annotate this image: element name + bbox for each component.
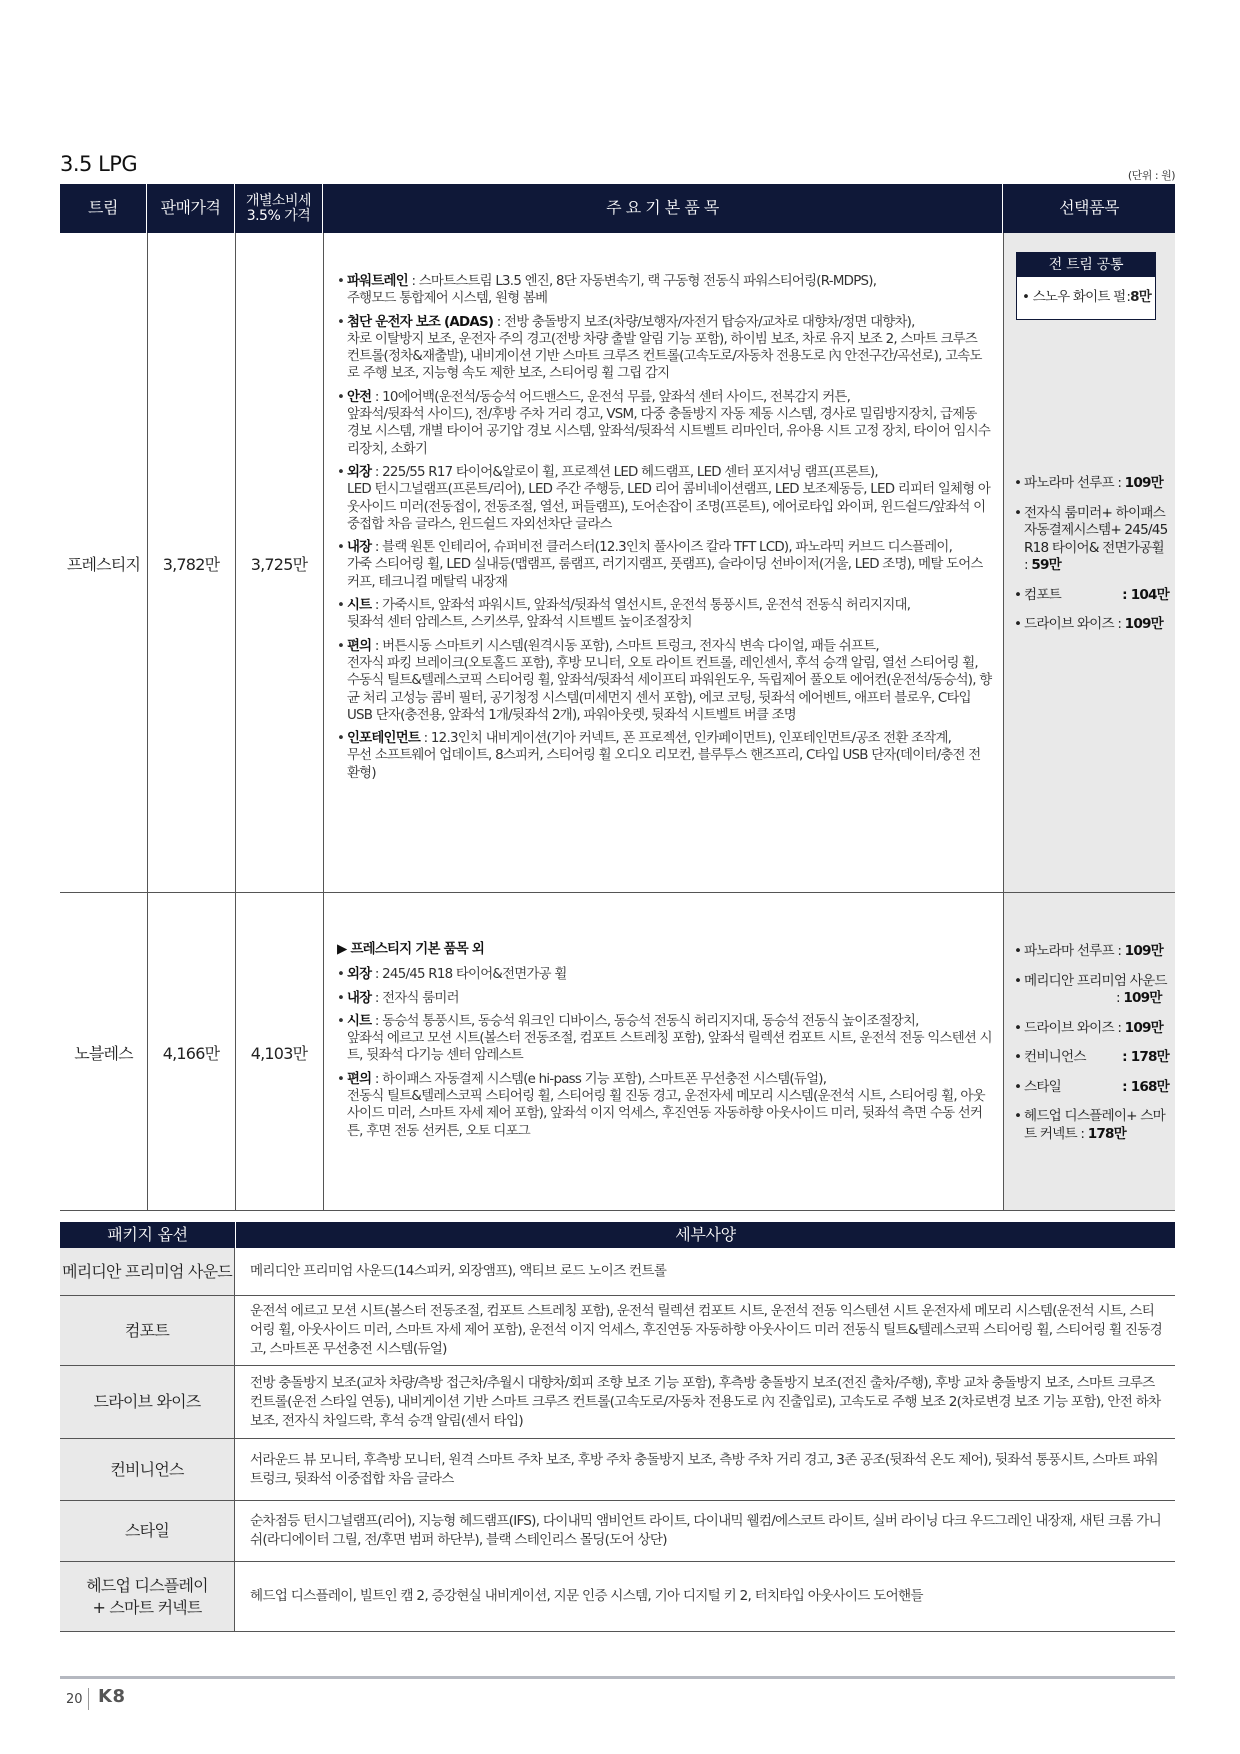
package-name: 컴포트: [60, 1296, 235, 1365]
feature-item: • 안전 : 10에어백(운전석/동승석 어드밴스드, 운전석 무릎, 앞좌석 센터 사이드, 전복감지 커튼, 앞좌석/뒷좌석 사이드), 전/후방 주차 거리 경고, VSM, 다중 충돌방지 자동 제동 시스템, 경사로 밀림방지장치, 급제동 경보 시스템, 개별 타이어 공기압 경보 시스템, 앞좌석/뒷좌석 시트벨트 리마인더, 유아용 시트 고정 장치, 타이어 임시수리장치, 소화기: [337, 389, 992, 458]
noblesse-lead: ▶ 프레스티지 기본 품목 외: [337, 942, 485, 957]
feature-item: • 내장 : 전자식 룸미러: [337, 990, 992, 1007]
brand-logo: K8: [98, 1686, 126, 1707]
package-desc: 헤드업 디스플레이, 빌트인 캠 2, 증강현실 내비게이션, 지문 인증 시스템, 기아 디지털 키 2, 터치타입 아웃사이드 도어핸들: [250, 1588, 923, 1604]
package-name: 스타일: [60, 1501, 235, 1561]
header-tax-price: [235, 184, 323, 233]
col-divider: [1003, 233, 1004, 892]
feature-item: • 첨단 운전자 보조 (ADAS) : 전방 충돌방지 보조(차량/보행자/자전거 탑승자/교차로 대향차/정면 대향차), 차로 이탈방지 보조, 운전자 주의 경고(전방 차량 출발 알림 기능 포함), 하이빔 보조, 차로 유지 보조 2, 스마트 크루즈 컨트롤(정차&재출발), 내비게이션 기반 스마트 크루즈 컨트롤(고속도로/자동차 전용도로 內 안전구간/곡선로), 고속도로 주행 보조, 지능형 속도 제한 보조, 스티어링 휠 그립 감지: [337, 314, 992, 383]
option-item: • 드라이브 와이즈 : 109만: [1014, 1020, 1169, 1038]
common-option-title: 전 트림 공통: [1017, 253, 1155, 277]
noblesse-price: 4,166만: [162, 1043, 220, 1063]
header-tax-price-line2: 3.5% 가격: [246, 207, 311, 224]
feature-item: • 시트 : 가죽시트, 앞좌석 파워시트, 앞좌석/뒷좌석 열선시트, 운전석 통풍시트, 운전석 전동식 허리지지대, 뒷좌석 센터 암레스트, 스키쓰루, 앞좌석 시트벨트 높이조절장치: [337, 597, 992, 632]
header-trim: 트림: [60, 184, 147, 233]
prestige-price: 3,782만: [162, 554, 220, 574]
package-row: [60, 1501, 1175, 1562]
noblesse-features: [337, 941, 992, 1146]
feature-item: • 파워트레인 : 스마트스트림 L3.5 엔진, 8단 자동변속기, 랙 구동형 전동식 파워스티어링(R-MDPS), 주행모드 통합제어 시스템, 원형 봄베: [337, 273, 992, 308]
package-row: [60, 1248, 1175, 1296]
col-divider: [323, 233, 324, 892]
prestige-tax-price: 3,725만: [250, 554, 308, 574]
package-row: [60, 1439, 1175, 1501]
feature-item: • 인포테인먼트 : 12.3인치 내비게이션(기아 커넥트, 폰 프로젝션, 인카페이먼트), 인포테인먼트/공조 전환 조작계, 무선 소프트웨어 업데이트, 8스피커, 스티어링 휠 오디오 리모컨, 블루투스 핸즈프리, C타입 USB 단자(데이터/충전 전환형): [337, 730, 992, 782]
package-name: 드라이브 와이즈: [60, 1366, 235, 1438]
package-row: [60, 1366, 1175, 1439]
package-desc: 메리디안 프리미엄 사운드(14스피커, 외장앰프), 액티브 로드 노이즈 컨트롤: [250, 1263, 667, 1279]
package-header: [60, 1222, 1175, 1248]
feature-item: • 편의 : 하이패스 자동결제 시스템(e hi-pass 기능 포함), 스마트폰 무선충전 시스템(듀얼), 전동식 틸트&텔레스코픽 스티어링 휠, 스티어링 휠 진동 경고, 운전자세 메모리 시스템(운전석 시트, 스티어링 휠, 아웃사이드 미러, 스마트 자세 제어 포함), 앞좌석 이지 억세스, 후진연동 자동하향 아웃사이드 미러, 뒷좌석 측면 수동 선커튼, 후면 전동 선커튼, 오토 디포그: [337, 1071, 992, 1140]
header-features: 주 요 기 본 품 목: [323, 184, 1003, 233]
header-tax-price-line1: 개별소비세: [245, 192, 312, 209]
option-item: • 드라이브 와이즈 : 109만: [1014, 616, 1169, 634]
package-row: [60, 1562, 1175, 1632]
feature-item: • 편의 : 버튼시동 스마트키 시스템(원격시동 포함), 스마트 트렁크, 전자식 변속 다이얼, 패들 쉬프트, 전자식 파킹 브레이크(오토홀드 포함), 후방 모니터, 오토 라이트 컨트롤, 레인센서, 후석 승객 알림, 열선 스티어링 휠, 수동식 틸트&텔레스코픽 스티어링 휠, 앞좌석/뒷좌석 세이프티 파워윈도우, 독립제어 풀오토 에어컨(운전석/동승석), 향균 처리 고성능 콤비 필터, 공기청정 시스템(미세먼지 센서 포함), 에코 코팅, 뒷좌석 에어벤트, 애프터 블로우, C타입 USB 단자(충전용, 앞좌석 1개/뒷좌석 2개), 파워아웃렛, 뒷좌석 시트벨트 버클 조명: [337, 638, 992, 724]
package-row: [60, 1296, 1175, 1366]
feature-item: • 내장 : 블랙 원톤 인테리어, 슈퍼비전 클러스터(12.3인치 풀사이즈 칼라 TFT LCD), 파노라믹 커브드 디스플레이, 가죽 스티어링 휠, LED 실내등(맵램프, 룸램프, 러기지램프, 풋램프), 슬라이딩 선바이저(거울, LED 조명), 메탈 도어스커프, 테크니컬 메탈릭 내장재: [337, 539, 992, 591]
header-options: 선택품목: [1059, 198, 1119, 218]
package-desc: 운전석 에르고 모션 시트(볼스터 전동조절, 컴포트 스트레칭 포함), 운전석 릴렉션 컴포트 시트, 운전석 전동 익스텐션 시트 운전자세 메모리 시스템(운전석 시트, 스티어링 휠, 아웃사이드 미러, 스마트 자세 제어 포함), 운전석 이지 억세스, 후진연동 자동하향 아웃사이드 미러 전동식 틸트&텔레스코픽 스티어링 휠, 스티어링 휠 진동경고, 스마트폰 무선충전 시스템(듀얼): [250, 1303, 1163, 1357]
common-option-item: • 스노우 화이트 펄 :8만: [1022, 289, 1151, 305]
option-item: • 컴포트 : 104만: [1014, 587, 1169, 605]
noblesse-trim: 노블레스: [74, 1043, 133, 1063]
prestige-features: [337, 273, 992, 788]
package-header-name: 패키지 옵션: [107, 1225, 188, 1244]
option-item: • 스타일 : 168만: [1014, 1079, 1169, 1097]
row-prestige: [60, 233, 1175, 893]
footer-separator: [88, 1688, 89, 1710]
section-title: 3.5 LPG: [60, 152, 138, 176]
package-name: 헤드업 디스플레이+ 스마트 커넥트: [60, 1562, 235, 1631]
noblesse-tax-price: 4,103만: [250, 1043, 308, 1063]
package-desc: 순차점등 턴시그널램프(리어), 지능형 헤드램프(IFS), 다이내믹 앰비언트 라이트, 다이내믹 웰컴/에스코트 라이트, 실버 라이닝 다크 우드그레인 내장재, 새틴 크롬 가니쉬(라디에이터 그릴, 전/후면 범퍼 하단부), 블랙 스테인리스 몰딩(도어 상단): [250, 1513, 1161, 1548]
table-header: [60, 184, 1175, 233]
footer-rule: [60, 1676, 1175, 1679]
row-noblesse: [60, 893, 1175, 1211]
option-item: • 컨비니언스 : 178만: [1014, 1049, 1169, 1067]
option-item: • 전자식 룸미러+ 하이패스 자동결제시스템+ 245/45 R18 타이어& 전면가공휠 : 59만: [1014, 505, 1169, 575]
package-desc: 전방 충돌방지 보조(교차 차량/측방 접근차/추월시 대향차/회피 조향 보조 기능 포함), 후측방 충돌방지 보조(전진 출차/주행), 후방 교차 충돌방지 보조, 스마트 크루즈 컨트롤(운전 스타일 연동), 내비게이션 기반 스마트 크루즈 컨트롤(고속도로/자동차 전용도로 內 진출입로), 고속도로 주행 보조 2(차로변경 보조 기능 포함), 안전 하차 보조, 전자식 차일드락, 후석 승객 알림(센서 타입): [250, 1374, 1161, 1429]
col-divider: [323, 893, 324, 1210]
option-item: • 파노라마 선루프 : 109만: [1014, 475, 1169, 493]
feature-item: • 외장 : 245/45 R18 타이어&전면가공 휠: [337, 966, 992, 983]
unit-note: (단위 : 원): [1127, 169, 1175, 182]
prestige-trim: 프레스티지: [66, 554, 141, 574]
common-option-box: [1016, 252, 1156, 320]
col-divider: [1003, 893, 1004, 1210]
noblesse-options-list: [1014, 943, 1169, 1155]
page-number: 20: [66, 1692, 83, 1707]
option-item: • 헤드업 디스플레이+ 스마트 커넥트 : 178만: [1014, 1108, 1169, 1143]
option-item: • 메리디안 프리미엄 사운드 : 109만: [1014, 973, 1169, 1008]
package-name: 컨비니언스: [60, 1439, 235, 1500]
feature-item: • 외장 : 225/55 R17 타이어&알로이 휠, 프로젝션 LED 헤드램프, LED 센터 포지셔닝 램프(프론트), LED 턴시그널램프(프론트/리어), LED 주간 주행등, LED 리어 콤비네이션램프, LED 보조제동등, LED 리피터 일체형 아웃사이드 미러(전동접이, 전동조절, 열선, 퍼들램프), 도어손잡이 조명(프론트), 에어로타입 와이퍼, 윈드쉴드/앞좌석 이중접합 차음 글라스, 윈드쉴드 자외선차단 글라스: [337, 464, 992, 533]
package-header-desc: 세부사양: [235, 1222, 1175, 1248]
package-name: 메리디안 프리미엄 사운드: [60, 1248, 235, 1295]
option-item: • 파노라마 선루프 : 109만: [1014, 943, 1169, 961]
header-price: 판매가격: [147, 184, 235, 233]
feature-item: • 시트 : 동승석 통풍시트, 동승석 워크인 디바이스, 동승석 전동식 허리지지대, 동승석 전동식 높이조절장치, 앞좌석 에르고 모션 시트(볼스터 전동조절, 컴포트 스트레칭 포함), 앞좌석 릴렉션 컴포트 시트, 운전석 전동 익스텐션 시트, 뒷좌석 다기능 센터 암레스트: [337, 1013, 992, 1065]
prestige-options-list: [1014, 475, 1169, 646]
package-desc: 서라운드 뷰 모니터, 후측방 모니터, 원격 스마트 주차 보조, 후방 주차 충돌방지 보조, 측방 주차 거리 경고, 3존 공조(뒷좌석 온도 제어), 뒷좌석 통풍시트, 스마트 파워 트렁크, 뒷좌석 이중접합 차음 글라스: [250, 1451, 1158, 1487]
